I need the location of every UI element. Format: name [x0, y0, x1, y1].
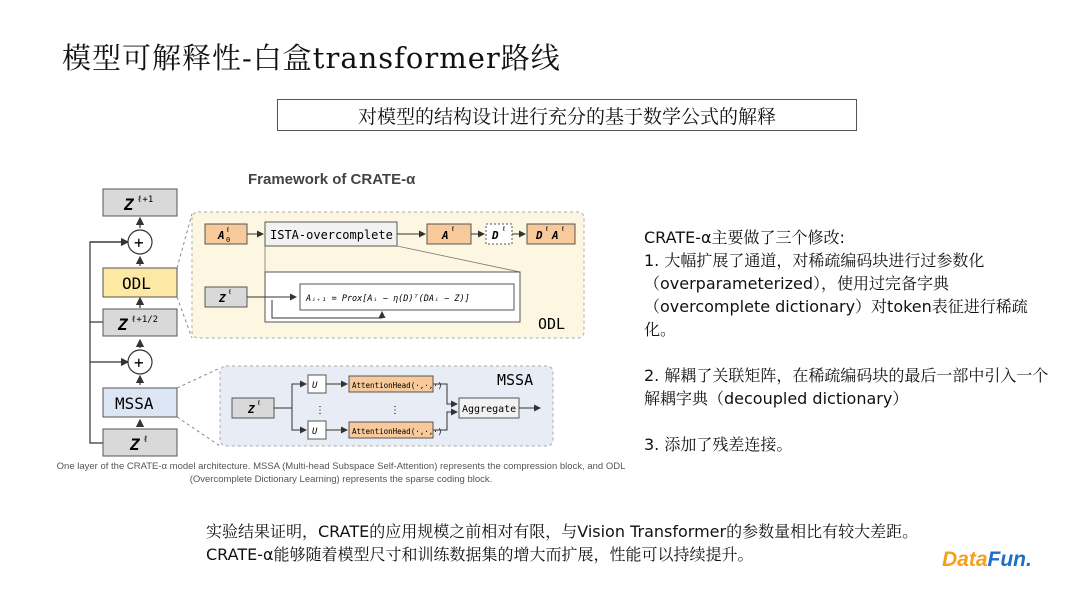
svg-text:⋮: ⋮ [390, 405, 400, 416]
notes-item-2: 2. 解耦了关联矩阵，在稀疏编码块的最后一部中引入一个解耦字典（decoupled dictionary） [644, 366, 1049, 408]
svg-text:ℓ: ℓ [257, 399, 262, 407]
u1-label: U [312, 381, 318, 391]
svg-text:ℓ: ℓ [561, 225, 566, 233]
z-in-mssa-label: Z [248, 403, 255, 416]
logo-part-2: Fun. [987, 548, 1032, 571]
ista-overcomplete-label: ISTA-overcomplete [270, 228, 393, 242]
aggregate-label: Aggregate [462, 404, 517, 415]
odl-block-label: ODL [122, 274, 151, 293]
uk-label: U [312, 427, 318, 437]
z-in-odl-box [205, 287, 247, 307]
svg-text:ℓ: ℓ [451, 225, 456, 233]
a0-label: A [218, 229, 225, 242]
slide-title: 模型可解释性-白盒transformer路线 [62, 41, 561, 75]
mssa-panel-label: MSSA [497, 371, 534, 389]
svg-text:0: 0 [226, 236, 231, 244]
da-d-label: D [536, 229, 543, 242]
attention-head-k-label: AttentionHead(·,·,·) [352, 427, 443, 436]
bottom-summary: 实验结果证明，CRATE的应用规模之前相对有限，与Vision Transformer的参数量相比有较大差距。CRATE-α能够随着模型尺寸和训练数据集的增大而扩展，性能可以持续提升。 [206, 522, 919, 564]
a-l-box [427, 224, 471, 244]
svg-text:ℓ: ℓ [502, 225, 507, 233]
a-l-label: A [442, 229, 449, 242]
d-l-label: D [492, 229, 499, 242]
da-a-label: A [552, 229, 559, 242]
notes-item-3: 3. 添加了残差连接。 [644, 435, 793, 454]
z-bottom-sup: ℓ [143, 435, 149, 445]
mssa-panel [220, 366, 553, 446]
z-bottom-label: Z [130, 435, 140, 454]
notes-heading: CRATE-α主要做了三个修改: [644, 228, 845, 247]
subtitle-text: 对模型的结构设计进行充分的基于数学公式的解释 [357, 105, 776, 128]
z-bottom-box [103, 429, 177, 456]
svg-text:ℓ: ℓ [226, 226, 231, 234]
odl-panel [192, 212, 584, 338]
datafun-logo [942, 548, 1032, 572]
z-top-label: Z [124, 195, 134, 214]
odl-panel-label: ODL [538, 315, 566, 333]
z-mid-label: Z [118, 315, 128, 334]
attention-head-1-label: AttentionHead(·,·,·) [352, 381, 443, 390]
add-bottom-symbol: + [134, 353, 144, 372]
z-in-odl-label: Z [219, 292, 226, 305]
notes-item-1: 1. 大幅扩展了通道，对稀疏编码块进行过参数化（overparameterized），使用过完备字典（overcomplete dictionary）对token表征进行稀疏化。 [644, 251, 1028, 339]
mssa-block-label: MSSA [115, 394, 154, 413]
d-l-box [486, 224, 512, 244]
logo-part-1: Data [942, 548, 988, 571]
add-top-symbol: + [134, 233, 144, 252]
svg-text:ℓ: ℓ [545, 225, 550, 233]
svg-text:ℓ: ℓ [228, 288, 233, 296]
ista-formula: Aᵢ₊₁ = Prox[Aᵢ − η(D)ᵀ(DAᵢ − Z)] [306, 294, 470, 304]
z-top-sup: ℓ+1 [137, 195, 154, 205]
svg-text:⋮: ⋮ [315, 405, 325, 416]
z-mid-sup: ℓ+1/2 [131, 315, 159, 325]
notes-panel [644, 226, 1054, 456]
figure-title: Framework of CRATE-α [248, 171, 416, 188]
da-box [527, 224, 575, 244]
figure-caption: One layer of the CRATE-α model architecture. MSSA (Multi-head Subspace Self-Attention) represents the compression block, and ODL (Overcomplete Dictionary Learning) represents the sparse coding block. [56, 461, 626, 485]
